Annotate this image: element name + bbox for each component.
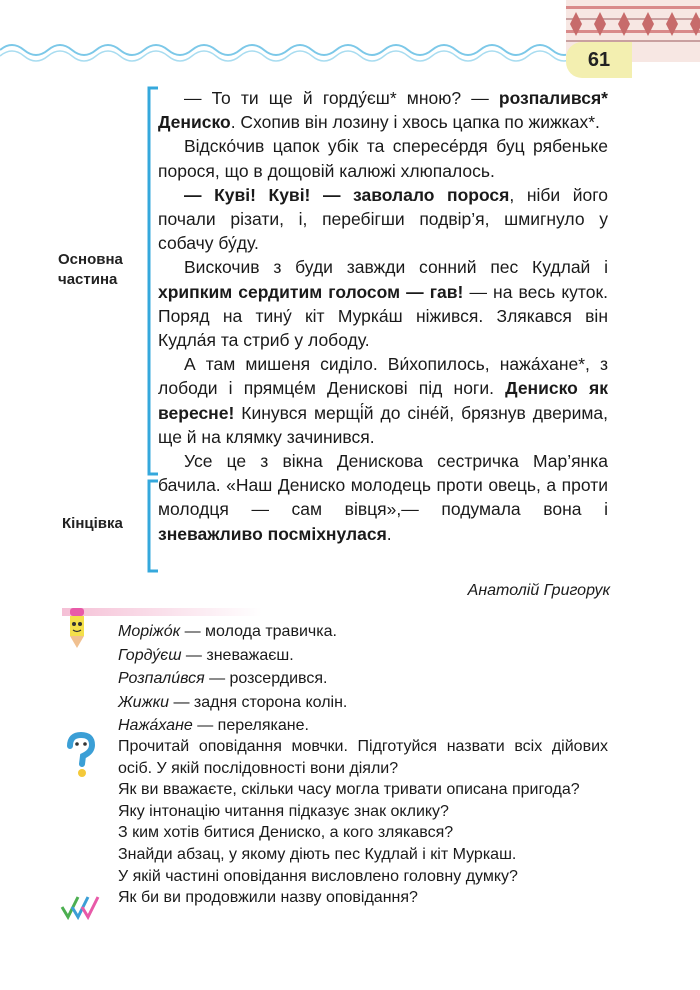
glossary-divider (62, 608, 262, 616)
question-item: У якій частині оповідання висловлено головну думку? (118, 867, 518, 885)
question-item: Знайди абзац, у якому діють пес Кудлай і кіт Муркаш. (118, 845, 517, 863)
author-name: Анатолій Григорук (467, 582, 610, 599)
story-paragraph: — Куві! Куві! — заволало порося, ніби його почали різати, і, перебігши подвір’я, шмигнуло у собачу бу́ду. (158, 184, 608, 254)
question-item: Яку інтонацію читання підказує знак оклику? (118, 802, 449, 820)
checkmarks-icon (60, 893, 104, 921)
story-paragraph: Відско́чив цапок убік та спересе́рдя буц рябеньке порося, що в дощовій калюжі хлюпалось. (158, 136, 608, 181)
question-mark-icon (60, 732, 100, 778)
story-text (158, 86, 608, 546)
story-paragraph: Усе це з вікна Денискова сестричка Мар’янка бачила. «Наш Дениско молодець проти овець, а проти молодця — сам вівця»,— подумала вона і зневажливо посміхнулася. (158, 451, 608, 544)
wave-decoration (0, 28, 580, 68)
question-item: Прочитай оповідання мовчки. Підготуйся назвати всіх дійових осіб. У якій послідовності вони діяли? (118, 738, 608, 777)
question-item: З ким хотів битися Дениско, а кого злякався? (118, 824, 454, 842)
pencil-character-icon (64, 604, 90, 650)
glossary-item: Розпали́вся — розсердився. (118, 670, 328, 687)
main-part-label (58, 250, 123, 290)
glossary-item: Нажа́хане — перелякане. (118, 717, 309, 734)
main-part-label-line1: Основна (58, 251, 123, 268)
page-number: 61 (566, 42, 632, 78)
ending-label: Кінцівка (62, 515, 123, 532)
glossary-item: Моріжо́к — молода травичка. (118, 623, 337, 640)
glossary-item: Горду́єш — зневажаєш. (118, 646, 294, 664)
questions-list (118, 736, 608, 909)
question-item: Як ви вважаєте, скільки часу могла тривати описана пригода? (118, 781, 580, 799)
glossary-item: Жижки — задня сторона колін. (118, 693, 348, 711)
question-item: Як би ви продовжили назву оповідання? (118, 889, 418, 907)
story-paragraph: А там мишеня сиділо. Ви́хопилось, нажа́хане*, з лободи і прямце́м Денискові під ноги. Дениско як вересне! Кинувся мерщі́й до сіне́й, брязнув дверима, ще й на клямку зачинився. (158, 354, 608, 447)
glossary (118, 620, 347, 738)
main-part-label-line2: частина (58, 271, 118, 288)
story-paragraph: Вискочив з буди завжди сонний пес Кудлай і хрипким сердитим голосом — гав! — на весь куток. Поряд на тину́ кіт Мурка́ш ніжився. Злякався він Кудла́я та стриб у лободу. (158, 257, 608, 351)
story-paragraph: — То ти ще й горду́єш* мною? — розпалився* Дениско. Схопив він лозину і хвось цапка по жижках*. (158, 88, 608, 133)
